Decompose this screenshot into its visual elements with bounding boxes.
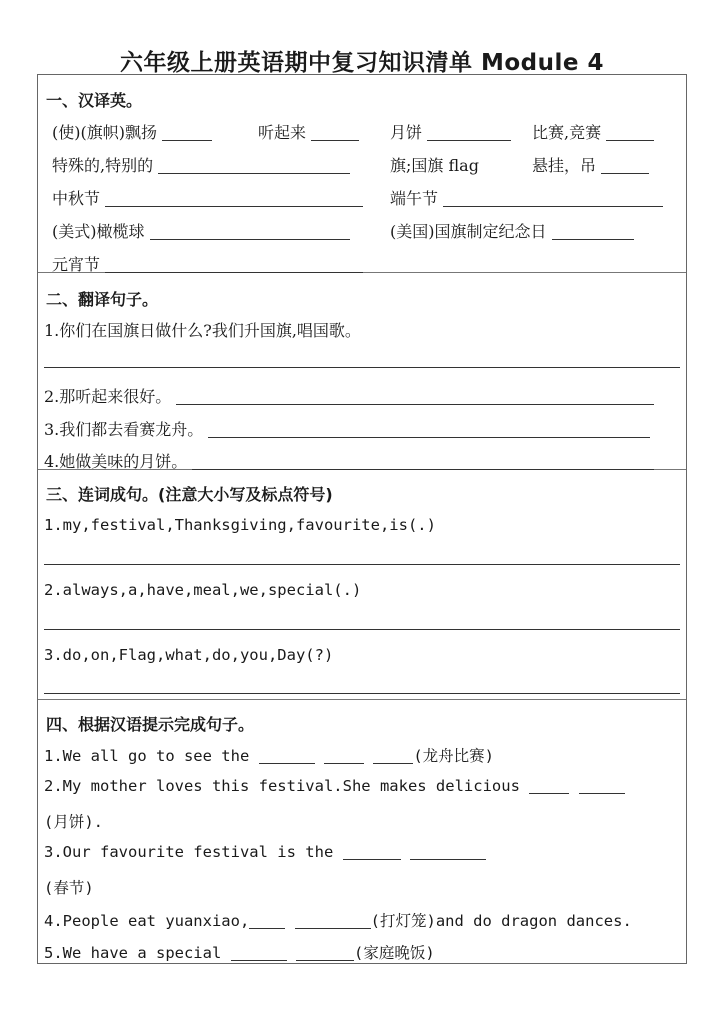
vocab-item: 悬挂，吊: [532, 153, 649, 176]
question: 3.我们都去看赛龙舟。: [44, 417, 650, 440]
question-hint: (春节): [44, 879, 94, 897]
answer-blank[interactable]: [150, 223, 350, 240]
answer-blank[interactable]: [158, 157, 350, 174]
vocab-item: 听起来: [258, 120, 359, 143]
answer-blank[interactable]: [259, 747, 315, 764]
section-vocabulary: [38, 75, 686, 273]
question: 4.People eat yuanxiao, (打灯笼)and do dragon dances.: [44, 912, 632, 930]
answer-blank[interactable]: [529, 777, 569, 794]
answer-blank[interactable]: [343, 843, 401, 860]
answer-blank[interactable]: [162, 124, 212, 141]
answer-blank[interactable]: [443, 190, 663, 207]
vocab-item: 特殊的,特别的: [52, 153, 350, 176]
vocab-item: (美国)国旗制定纪念日: [390, 219, 634, 242]
vocab-item: 元宵节: [52, 252, 363, 275]
vocab-item: (美式)橄榄球: [52, 219, 350, 242]
worksheet-table: [37, 74, 687, 964]
vocab-item: 端午节: [390, 186, 663, 209]
question: 3.do,on,Flag,what,do,you,Day(?): [44, 646, 334, 664]
section-translate: [38, 273, 686, 470]
vocab-item: 月饼: [390, 120, 511, 143]
question: 2.那听起来很好。: [44, 384, 654, 407]
answer-blank[interactable]: [311, 124, 359, 141]
answer-blank[interactable]: [105, 256, 363, 273]
question: 3.Our favourite festival is the: [44, 843, 486, 861]
question-hint: (月饼).: [44, 813, 103, 831]
answer-line[interactable]: [44, 693, 680, 694]
answer-blank[interactable]: [427, 124, 511, 141]
answer-blank[interactable]: [105, 190, 363, 207]
answer-line[interactable]: [44, 367, 680, 368]
answer-line[interactable]: [44, 564, 680, 565]
vocab-item: 比赛,竞赛: [532, 120, 654, 143]
page-title: 六年级上册英语期中复习知识清单 Module 4: [119, 50, 605, 76]
answer-blank[interactable]: [249, 912, 285, 929]
answer-blank[interactable]: [601, 157, 649, 174]
question: 4.她做美味的月饼。: [44, 449, 654, 472]
question: 1.你们在国旗日做什么?我们升国旗,唱国歌。: [44, 321, 361, 340]
answer-blank[interactable]: [410, 843, 486, 860]
answer-blank[interactable]: [176, 388, 654, 405]
answer-blank[interactable]: [324, 747, 364, 764]
vocab-item: (使)(旗帜)飘扬: [52, 120, 212, 143]
section-word-order: [38, 470, 686, 700]
answer-blank[interactable]: [192, 453, 654, 470]
answer-blank[interactable]: [231, 944, 287, 961]
question: 2.always,a,have,meal,we,special(.): [44, 581, 362, 599]
answer-blank[interactable]: [296, 944, 354, 961]
section-heading: 四、根据汉语提示完成句子。: [46, 715, 255, 734]
section-complete: [38, 700, 686, 963]
question: 2.My mother loves this festival.She makes delicious: [44, 777, 625, 795]
answer-blank[interactable]: [552, 223, 634, 240]
question: 5.We have a special (家庭晚饭): [44, 944, 435, 962]
answer-blank[interactable]: [295, 912, 371, 929]
answer-blank[interactable]: [606, 124, 654, 141]
vocab-item: 旗;国旗 flag: [390, 156, 479, 175]
section-heading: 二、翻译句子。: [46, 290, 159, 309]
vocab-item: 中秋节: [52, 186, 363, 209]
answer-blank[interactable]: [373, 747, 413, 764]
answer-blank[interactable]: [208, 421, 650, 438]
answer-line[interactable]: [44, 629, 680, 630]
question: 1.my,festival,Thanksgiving,favourite,is(.): [44, 516, 436, 534]
answer-blank[interactable]: [579, 777, 625, 794]
section-heading: 三、连词成句。(注意大小写及标点符号): [46, 485, 333, 504]
question: 1.We all go to see the (龙舟比赛): [44, 747, 495, 765]
section-heading: 一、汉译英。: [46, 91, 143, 110]
